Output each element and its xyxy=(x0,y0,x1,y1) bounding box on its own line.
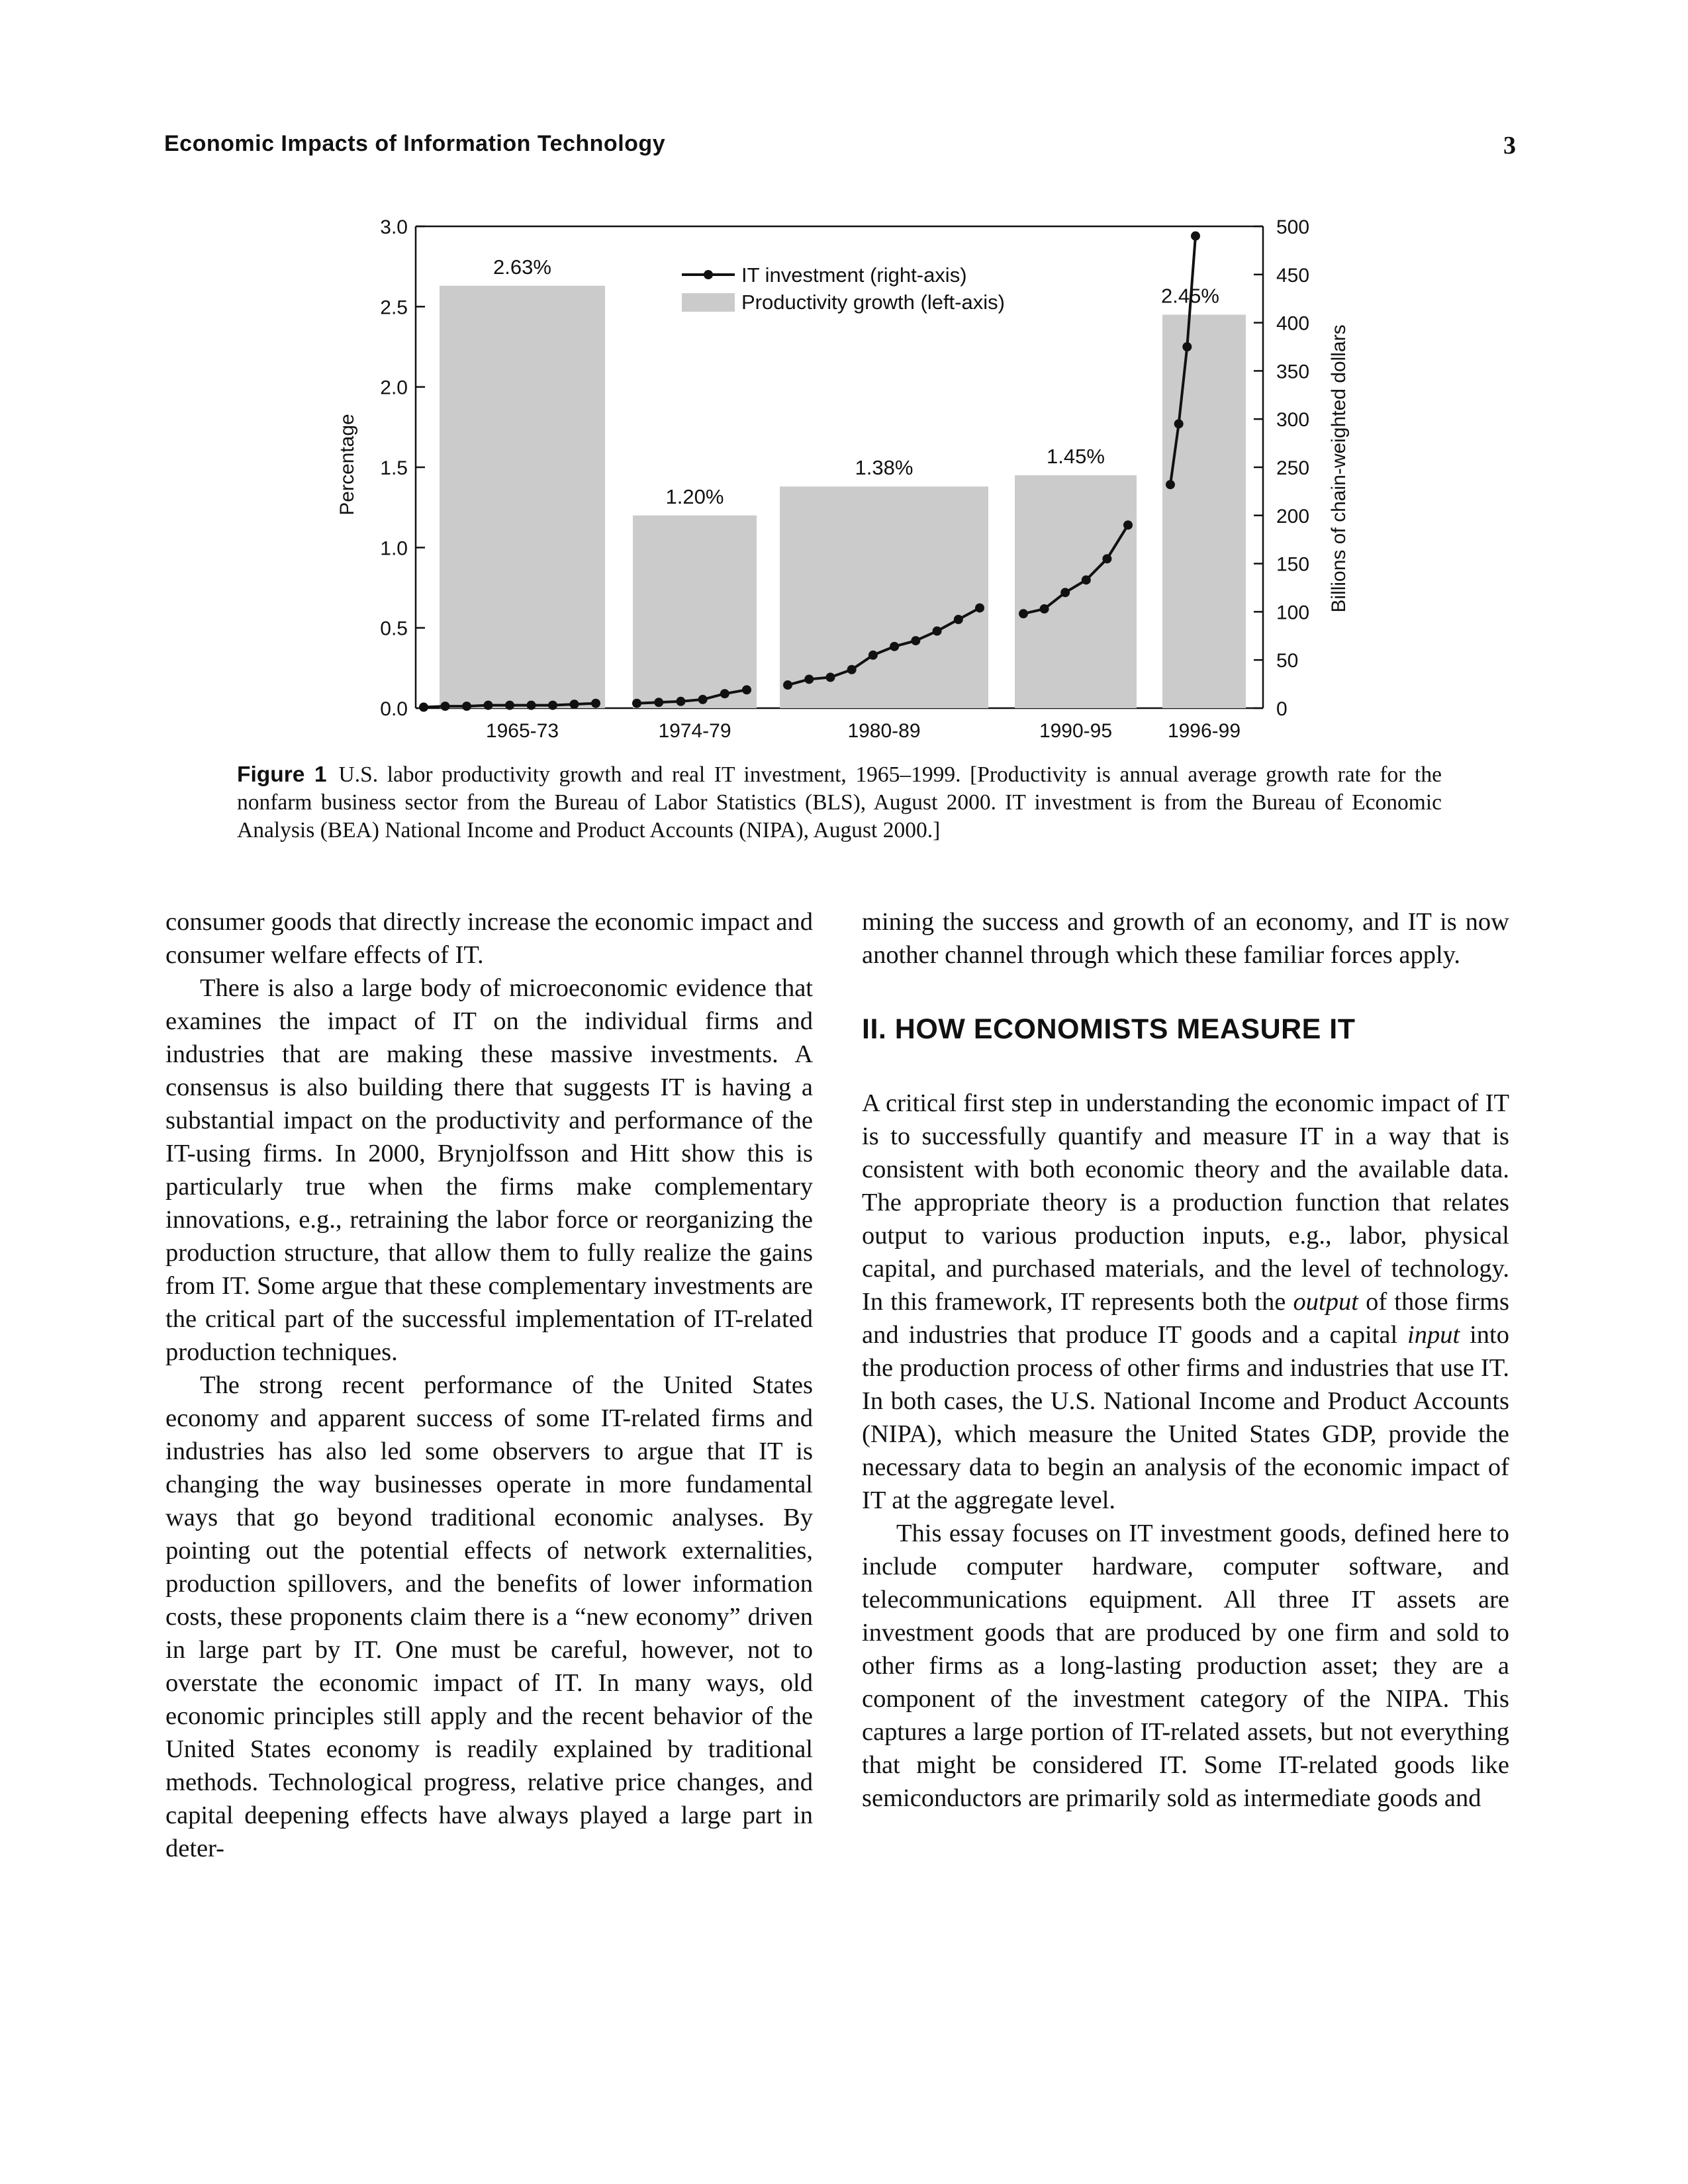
it-investment-point xyxy=(591,699,600,708)
it-investment-point xyxy=(825,672,835,682)
bar-value-label: 2.63% xyxy=(493,255,551,279)
left-column xyxy=(165,905,813,1865)
it-investment-point xyxy=(1102,554,1111,563)
productivity-bar xyxy=(633,516,757,708)
x-category-label: 1965-73 xyxy=(485,720,559,742)
it-investment-point xyxy=(1123,520,1133,529)
right-paragraph-1 xyxy=(862,1087,1509,1517)
it-investment-point xyxy=(1191,232,1200,241)
legend-label-productivity: Productivity growth (left-axis) xyxy=(741,291,1005,314)
it-investment-point xyxy=(698,695,708,704)
right-column xyxy=(862,905,1509,1815)
right-axis-ticks xyxy=(1254,216,1309,720)
it-investment-point xyxy=(742,685,751,694)
productivity-bar xyxy=(780,486,988,708)
it-investment-point xyxy=(505,701,514,710)
bars xyxy=(440,286,1246,708)
x-category-label: 1974-79 xyxy=(658,720,731,742)
it-investment-point xyxy=(868,651,878,660)
it-investment-point xyxy=(783,680,792,690)
left-paragraph-2: There is also a large body of microeconomic evidence that examines the impact of IT on the individual firms and industries that are making these massive investments. A consensus is also building there that suggests IT is having a substantial impact on the productivity and performance of the IT-using firms. In 2000, Brynjolfsson and Hitt show this is particularly true when the firms make complementary innovations, e.g., retraining the labor force or reorganizing the production structure, that allow them to fully realize the gains from IT. Some argue that these complementary investments are the critical part of the successful implementation of IT-related production techniques. xyxy=(165,974,813,1366)
bar-value-label: 1.38% xyxy=(855,456,914,480)
it-investment-point xyxy=(527,701,536,710)
bar-value-label: 1.20% xyxy=(665,484,724,508)
it-investment-point xyxy=(975,604,984,613)
it-investment-point xyxy=(548,701,557,710)
x-category-label: 1996-99 xyxy=(1167,720,1241,742)
it-investment-point xyxy=(441,702,450,711)
it-investment-point xyxy=(676,697,685,706)
right-tick-label: 50 xyxy=(1276,650,1299,672)
x-axis-labels xyxy=(486,720,1241,742)
right-paragraph-1-part-b: of those firms and industries that produce IT goods and a capital xyxy=(862,1288,1510,1349)
it-investment-point xyxy=(419,703,428,712)
it-investment-point xyxy=(933,627,942,636)
right-tick-label: 200 xyxy=(1276,505,1310,527)
bar-value-label: 2.45% xyxy=(1161,284,1219,308)
legend-line-marker xyxy=(704,270,713,279)
left-paragraph-3: The strong recent performance of the United States economy and apparent success of some IT-related firms and industries has also led some observers to argue that IT is changing the way businesses operate in more fundamental ways that go beyond traditional economic analyses. By pointing out the potential effects of network externalities, production spillovers, and the benefits of lower information costs, these proponents claim there is a “new economy” driven in large part by IT. One must be careful, however, not to overstate the economic impact of IT. In many ways, old economic principles still apply and the recent behavior of the United States economy is readily explained by traditional methods. Technological progress, relative price changes, and capital deepening effects have always played a large part in deter- xyxy=(165,1371,813,1862)
figure-label: Figure 1 xyxy=(237,762,327,787)
it-investment-point xyxy=(804,674,814,684)
left-axis-ticks xyxy=(380,216,425,720)
left-tick-label: 2.5 xyxy=(380,296,408,319)
productivity-bar xyxy=(440,286,605,708)
legend-label-it-investment: IT investment (right-axis) xyxy=(741,263,967,287)
bar-value-label: 1.45% xyxy=(1047,445,1105,469)
it-investment-point xyxy=(1166,480,1175,489)
x-category-label: 1980-89 xyxy=(847,720,921,742)
left-paragraph-1: consumer goods that directly increase the economic impact and consumer welfare effects of IT. xyxy=(165,908,813,969)
it-investment-point xyxy=(632,699,641,708)
productivity-bar xyxy=(1015,475,1137,708)
right-tick-label: 250 xyxy=(1276,457,1310,479)
it-investment-point xyxy=(570,700,579,709)
it-investment-point xyxy=(1060,588,1070,597)
figure-caption-text: U.S. labor productivity growth and real IT investment, 1965–1999. [Productivity is annual average growth rate for the nonfarm business sector from the Bureau of Labor Statistics (BLS), August 2000. IT investment is from the Bureau of Economic Analysis (BEA) National Income and Product Accounts (NIPA), August 2000.] xyxy=(237,762,1442,842)
right-tick-label: 150 xyxy=(1276,553,1310,576)
right-tick-label: 500 xyxy=(1276,216,1310,238)
page-number: 3 xyxy=(1503,132,1516,159)
left-tick-label: 1.0 xyxy=(380,537,408,560)
left-tick-label: 1.5 xyxy=(380,457,408,479)
it-investment-point xyxy=(890,642,899,651)
right-axis-label: Billions of chain-weighted dollars xyxy=(1328,324,1350,613)
right-paragraph-1-part-a: A critical first step in understanding the economic impact of IT is to successfully quantify and measure IT in a way that is consistent with both economic theory and the available data. The appropriate theory is a production function that relates output to various production inputs, e.g., labor, physical capital, and purchased materials, and the level of technology. In this framework, IT represents both the xyxy=(862,1089,1509,1316)
left-tick-label: 0.0 xyxy=(380,698,408,720)
x-category-label: 1990-95 xyxy=(1039,720,1113,742)
emphasis-input: input xyxy=(1407,1321,1460,1349)
it-investment-point xyxy=(1182,342,1192,351)
it-investment-point xyxy=(954,615,963,624)
it-investment-point xyxy=(1082,575,1091,584)
it-investment-point xyxy=(1040,604,1049,614)
right-paragraph-intro: mining the success and growth of an economy, and IT is now another channel through which these familiar forces apply. xyxy=(862,908,1509,969)
right-paragraph-2: This essay focuses on IT investment goods, defined here to include computer hardware, computer software, and telecommunications equipment. All three IT assets are investment goods that are produced by one firm and sold to other firms as a long-lasting production asset; they are a component of the investment category of the NIPA. This captures a large portion of IT-related assets, but not everything that might be considered IT. Some IT-related goods like semiconductors are primarily sold as intermediate goods and xyxy=(862,1520,1509,1812)
left-axis-label: Percentage xyxy=(336,414,358,516)
it-investment-point xyxy=(484,701,493,710)
it-investment-point xyxy=(1019,609,1028,618)
it-investment-point xyxy=(462,702,471,711)
it-investment-point xyxy=(1174,419,1184,428)
it-investment-point xyxy=(654,698,663,707)
right-tick-label: 400 xyxy=(1276,312,1310,335)
right-tick-label: 350 xyxy=(1276,361,1310,383)
left-tick-label: 0.5 xyxy=(380,617,408,640)
running-head-title: Economic Impacts of Information Technology xyxy=(164,131,666,156)
legend-bar-swatch xyxy=(682,293,735,312)
right-tick-label: 100 xyxy=(1276,602,1310,624)
section-heading: II. HOW ECONOMISTS MEASURE IT xyxy=(862,1013,1356,1045)
right-tick-label: 300 xyxy=(1276,409,1310,432)
right-paragraph-1-part-c: into the production process of other firms and industries that use IT. In both cases, the U.S. National Income and Product Accounts (NIPA), which measure the United States GDP, provide the necessary data to begin an analysis of the economic impact of IT at the aggregate level. xyxy=(862,1321,1509,1514)
productivity-bar xyxy=(1162,314,1246,708)
right-tick-label: 450 xyxy=(1276,264,1310,287)
figure-1-chart xyxy=(0,0,1688,761)
it-investment-point xyxy=(847,665,857,674)
figure-caption xyxy=(237,761,1442,844)
emphasis-output: output xyxy=(1293,1288,1358,1316)
chart-legend xyxy=(682,263,1005,314)
right-tick-label: 0 xyxy=(1276,698,1288,720)
it-investment-point xyxy=(720,689,729,698)
left-tick-label: 3.0 xyxy=(380,216,408,238)
left-tick-label: 2.0 xyxy=(380,377,408,399)
it-investment-point xyxy=(911,636,920,645)
